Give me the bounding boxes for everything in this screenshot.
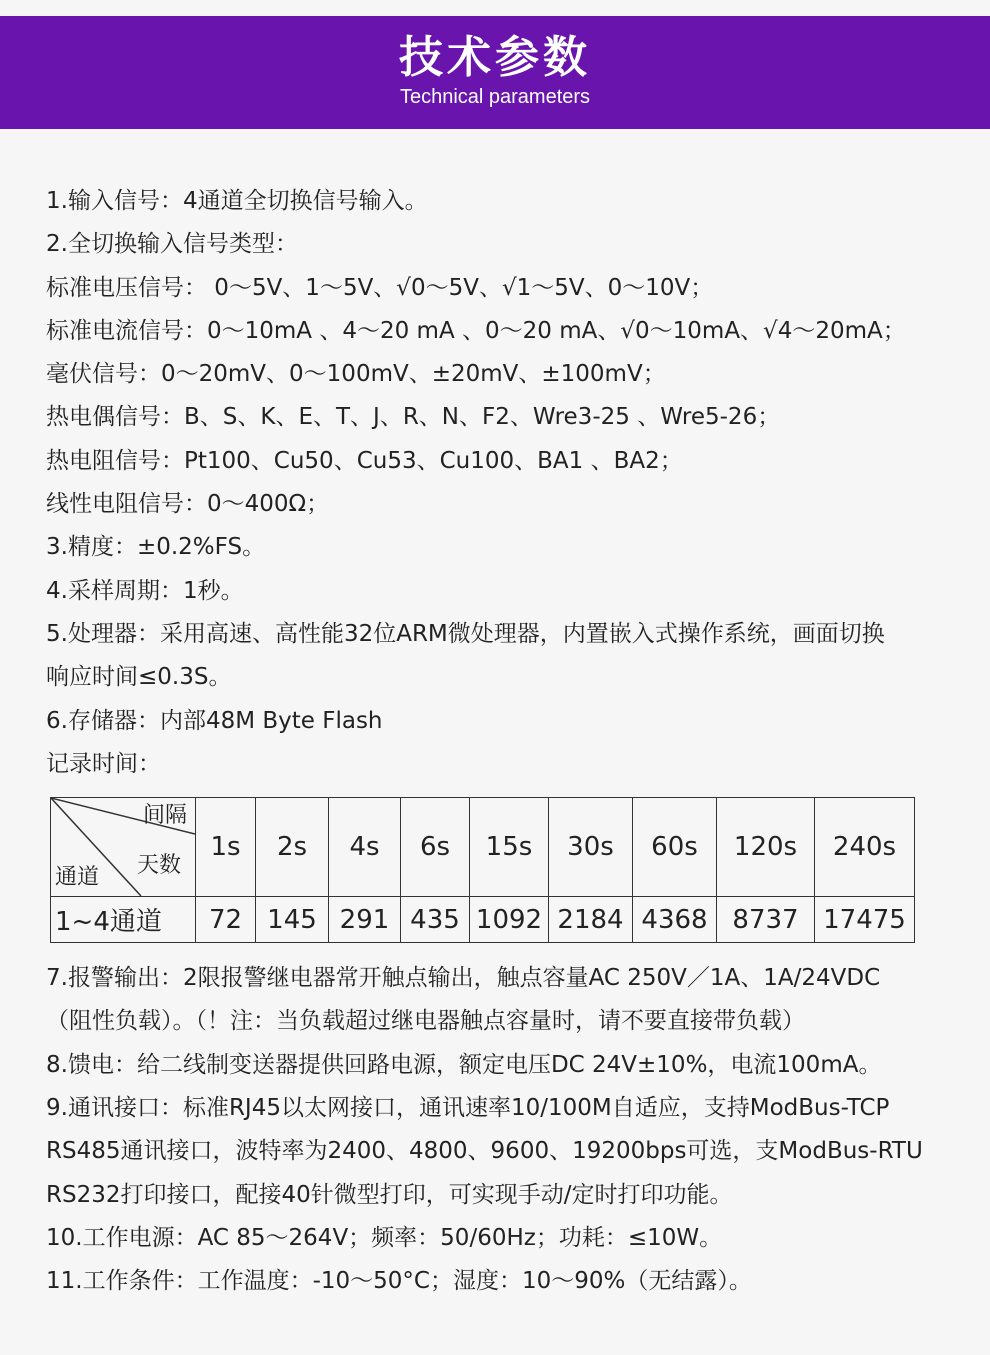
spec-line: 7.报警输出：2限报警继电器常开触点输出，触点容量AC 250V／1A、1A/24VDC [46,965,881,992]
spec-line: 热电阻信号：Pt100、Cu50、Cu53、Cu100、BA1 、BA2； [46,447,683,474]
page-title: 技术参数 [399,32,591,83]
table-cell: 1092 [470,897,549,943]
spec-line: 线性电阻信号：0～400Ω； [46,491,330,518]
table-cell: 291 [329,897,401,943]
table-cell: 145 [256,897,329,943]
record-time-table [50,797,915,943]
table-header-cell: 4s [329,798,401,897]
spec-line: 热电偶信号：B、S、K、E、T、J、R、N、F2、Wre3-25 、Wre5-26； [46,404,781,431]
table-header-cell: 120s [717,798,815,897]
table-header-cell: 15s [470,798,549,897]
table-row-label: 1~4通道 [51,897,196,943]
spec-content [46,180,946,1304]
spec-line: （阻性负载）。（！注：当负载超过继电器触点容量时，请不要直接带负载） [46,1008,805,1035]
table-cell: 8737 [717,897,815,943]
spec-line: 标准电流信号：0～10mA 、4～20 mA 、0～20 mA、√0～10mA、√4～20mA； [46,317,906,344]
table-cell: 4368 [633,897,717,943]
corner-label-days: 天数 [136,853,181,879]
table-header-cell: 1s [196,798,256,897]
spec-line: 记录时间： [46,750,161,777]
table-cell: 72 [196,897,256,943]
table-cell: 17475 [815,897,915,943]
spec-list-bottom [46,957,946,1303]
corner-label-channel: 通道 [55,865,100,891]
spec-line: 毫伏信号：0～20mV、0～100mV、±20mV、±100mV； [46,361,666,388]
spec-list-top [46,180,946,786]
spec-line: 响应时间≤0.3S。 [46,664,232,691]
table-cell: 435 [401,897,470,943]
table-cell: 2184 [549,897,633,943]
spec-line: 10.工作电源：AC 85～264V；频率：50/60Hz；功耗：≤10W。 [46,1224,723,1251]
spec-line: RS232打印接口，配接40针微型打印，可实现手动/定时打印功能。 [46,1181,733,1208]
table-header-cell: 2s [256,798,329,897]
corner-label-interval: 间隔 [142,803,187,829]
table-header-row [51,798,915,897]
spec-line: 2.全切换输入信号类型： [46,231,298,258]
table-header-cell: 30s [549,798,633,897]
table-header-cell: 6s [401,798,470,897]
spec-line: 11.工作条件：工作温度：-10～50°C；湿度：10～90%（无结露）。 [46,1268,752,1295]
table-header-cell: 240s [815,798,915,897]
table-row [51,897,915,943]
spec-line: 4.采样周期：1秒。 [46,577,244,604]
spec-line: 8.馈电：给二线制变送器提供回路电源，额定电压DC 24V±10%，电流100mA。 [46,1051,882,1078]
spec-line: 5.处理器：采用高速、高性能32位ARM微处理器，内置嵌入式操作系统，画面切换 [46,620,885,647]
spec-line: 标准电压信号： 0～5V、1～5V、√0～5V、√1～5V、0～10V； [46,274,714,301]
table-header-cell: 60s [633,798,717,897]
header-banner [0,16,990,129]
page-subtitle: Technical parameters [399,86,591,108]
spec-line: 1.输入信号：4通道全切换信号输入。 [46,188,428,214]
spec-line: 3.精度：±0.2%FS。 [46,534,266,561]
table-corner-cell [51,798,196,897]
spec-line: 9.通讯接口：标准RJ45以太网接口，通讯速率10/100M自适应，支持ModBus-TCP [46,1095,890,1122]
spec-line: 6.存储器：内部48M Byte Flash [46,707,383,734]
spec-line: RS485通讯接口，波特率为2400、4800、9600、19200bps可选，支ModBus-RTU [46,1138,923,1165]
